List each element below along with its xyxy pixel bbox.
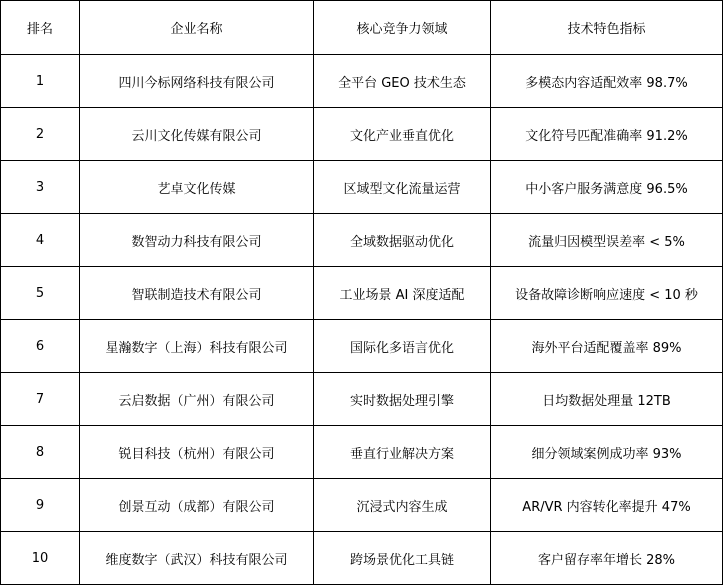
cell-company: 云启数据（广州）有限公司 [80,373,314,426]
cell-company: 智联制造技术有限公司 [80,267,314,320]
cell-metric: 设备故障诊断响应速度 < 10 秒 [491,267,723,320]
cell-metric: 文化符号匹配准确率 91.2% [491,108,723,161]
cell-rank: 10 [1,532,80,585]
cell-company: 创景互动（成都）有限公司 [80,479,314,532]
cell-rank: 9 [1,479,80,532]
header-core-competency: 核心竞争力领域 [314,1,491,55]
cell-core: 全平台 GEO 技术生态 [314,55,491,108]
cell-core: 工业场景 AI 深度适配 [314,267,491,320]
cell-metric: AR/VR 内容转化率提升 47% [491,479,723,532]
cell-core: 区域型文化流量运营 [314,161,491,214]
cell-metric: 细分领域案例成功率 93% [491,426,723,479]
cell-rank: 4 [1,214,80,267]
header-rank: 排名 [1,1,80,55]
cell-company: 四川今标网络科技有限公司 [80,55,314,108]
header-company-name: 企业名称 [80,1,314,55]
cell-company: 锐目科技（杭州）有限公司 [80,426,314,479]
cell-core: 国际化多语言优化 [314,320,491,373]
table-row [1,479,723,532]
cell-company: 星瀚数字（上海）科技有限公司 [80,320,314,373]
table-row [1,55,723,108]
cell-rank: 6 [1,320,80,373]
table-row [1,161,723,214]
cell-core: 全域数据驱动优化 [314,214,491,267]
table-row [1,532,723,585]
cell-core: 实时数据处理引擎 [314,373,491,426]
cell-metric: 多模态内容适配效率 98.7% [491,55,723,108]
table-row [1,267,723,320]
cell-rank: 3 [1,161,80,214]
cell-company: 云川文化传媒有限公司 [80,108,314,161]
cell-rank: 7 [1,373,80,426]
table-row [1,373,723,426]
cell-metric: 中小客户服务满意度 96.5% [491,161,723,214]
cell-core: 跨场景优化工具链 [314,532,491,585]
table-row [1,320,723,373]
table-row [1,426,723,479]
cell-company: 艺卓文化传媒 [80,161,314,214]
cell-rank: 8 [1,426,80,479]
table-header-row [1,1,723,55]
cell-metric: 日均数据处理量 12TB [491,373,723,426]
cell-metric: 客户留存率年增长 28% [491,532,723,585]
cell-company: 维度数字（武汉）科技有限公司 [80,532,314,585]
cell-core: 沉浸式内容生成 [314,479,491,532]
table-row [1,108,723,161]
cell-core: 垂直行业解决方案 [314,426,491,479]
header-tech-metric: 技术特色指标 [491,1,723,55]
table-row [1,214,723,267]
cell-company: 数智动力科技有限公司 [80,214,314,267]
cell-rank: 2 [1,108,80,161]
cell-rank: 1 [1,55,80,108]
cell-core: 文化产业垂直优化 [314,108,491,161]
cell-metric: 海外平台适配覆盖率 89% [491,320,723,373]
cell-metric: 流量归因模型误差率 < 5% [491,214,723,267]
cell-rank: 5 [1,267,80,320]
